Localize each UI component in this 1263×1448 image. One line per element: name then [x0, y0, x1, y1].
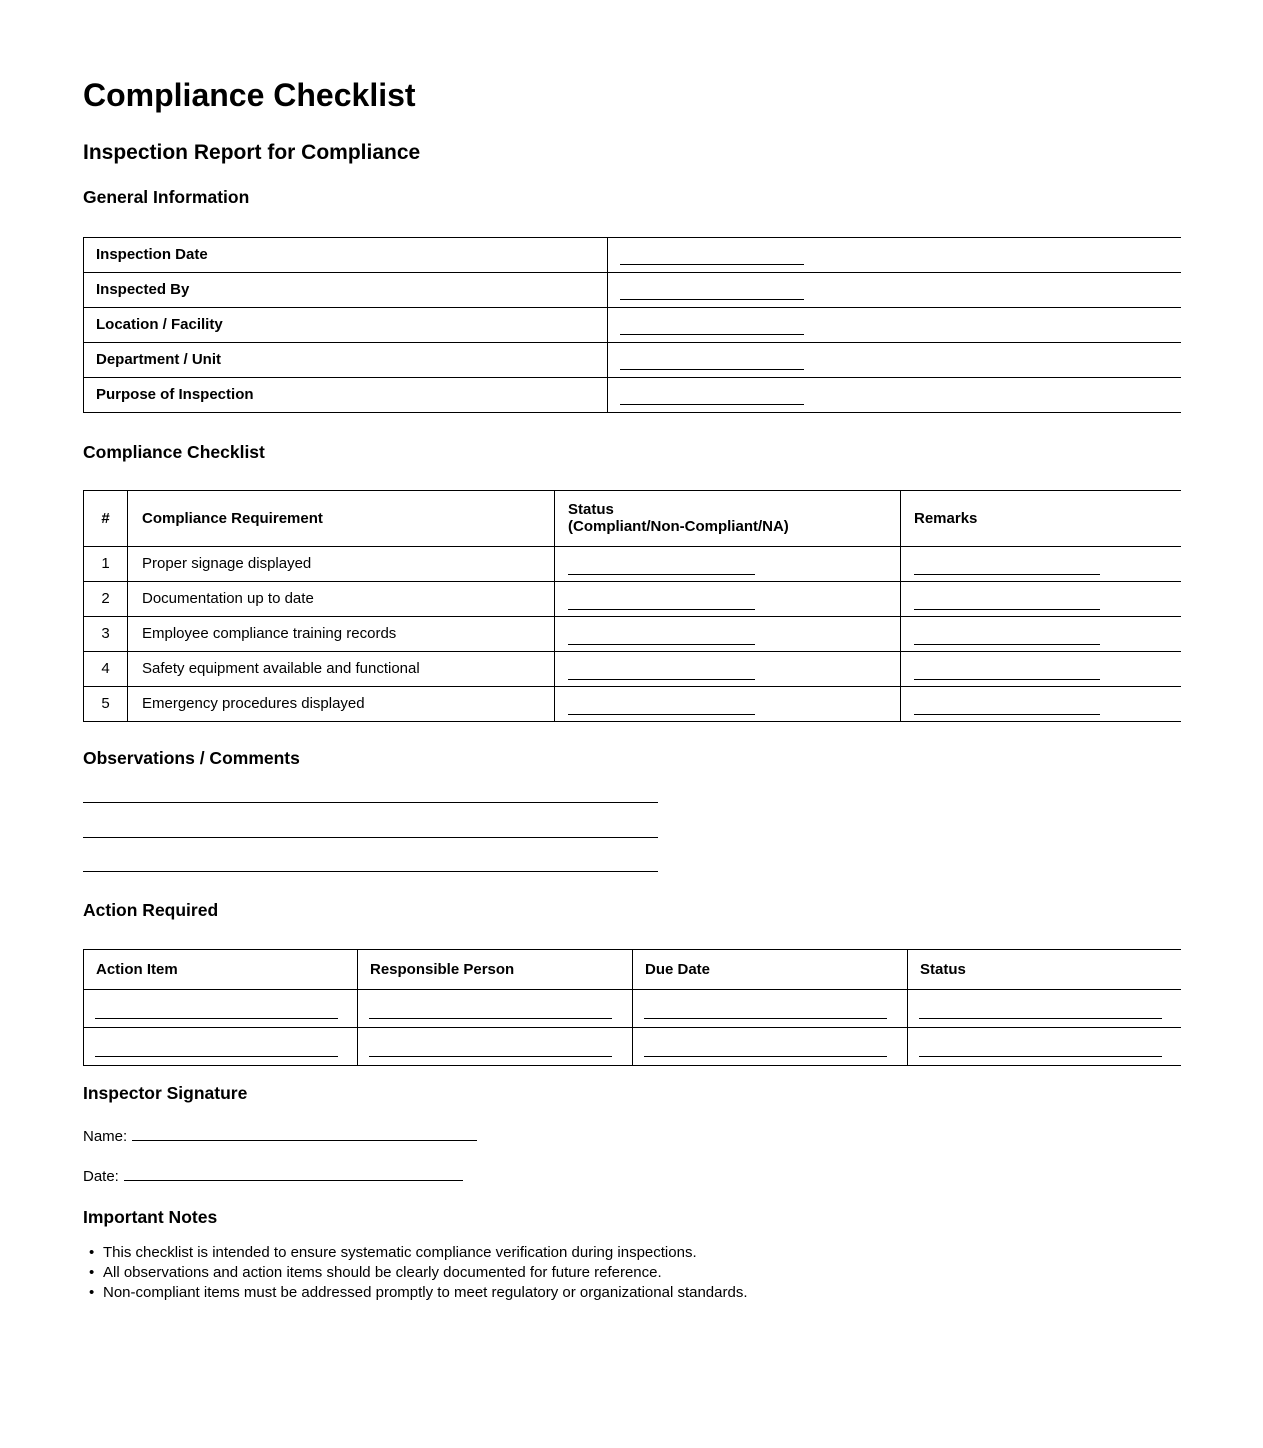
remarks-cell [901, 686, 1182, 721]
table-header-row [84, 950, 1182, 990]
action-item-cell [84, 990, 358, 1028]
note-item: • Non-compliant items must be addressed promptly to meet regulatory or organizational standards. [83, 1283, 1181, 1300]
responsible-person-cell [358, 990, 633, 1028]
row-number: 3 [84, 616, 128, 651]
remarks-input-5[interactable] [914, 714, 1100, 715]
status-cell [555, 616, 901, 651]
status-cell [555, 651, 901, 686]
remarks-input-3[interactable] [914, 644, 1100, 645]
row-number: 2 [84, 581, 128, 616]
important-notes-list [83, 1243, 1181, 1300]
checklist-row-5 [84, 686, 1182, 721]
checklist-row-3 [84, 616, 1182, 651]
remarks-cell [901, 616, 1182, 651]
general-information-heading: General Information [83, 186, 250, 207]
status-input-5[interactable] [568, 714, 755, 715]
responsible-person-cell [358, 1028, 633, 1066]
department-unit-cell [608, 342, 1182, 377]
due-date-input-1[interactable] [644, 1018, 887, 1019]
inspected-by-label: Inspected By [84, 272, 608, 307]
table-row [84, 272, 1182, 307]
action-item-input-2[interactable] [95, 1056, 338, 1057]
row-number: 5 [84, 686, 128, 721]
status-input-2[interactable] [568, 609, 755, 610]
page-subtitle: Inspection Report for Compliance [83, 141, 421, 165]
signature-date-row [83, 1168, 1181, 1186]
location-facility-label: Location / Facility [84, 307, 608, 342]
name-label: Name: [83, 1128, 128, 1146]
compliance-checklist-heading: Compliance Checklist [83, 441, 265, 462]
responsible-person-column-header: Responsible Person [358, 950, 633, 990]
requirement-cell: Employee compliance training records [128, 616, 555, 651]
due-date-column-header: Due Date [633, 950, 908, 990]
requirement-cell: Proper signage displayed [128, 546, 555, 581]
inspection-date-cell [608, 237, 1182, 272]
row-number: 1 [84, 546, 128, 581]
status-cell [555, 546, 901, 581]
remarks-input-2[interactable] [914, 609, 1100, 610]
status-header-line2: (Compliant/Non-Compliant/NA) [568, 518, 789, 536]
responsible-person-input-1[interactable] [369, 1018, 612, 1019]
status-cell [555, 581, 901, 616]
compliance-checklist-table [83, 490, 1181, 722]
date-label: Date: [83, 1168, 119, 1186]
status-input-1[interactable] [568, 574, 755, 575]
requirement-cell: Emergency procedures displayed [128, 686, 555, 721]
observations-heading: Observations / Comments [83, 747, 300, 768]
observations-line-1[interactable] [83, 769, 658, 804]
important-notes-heading: Important Notes [83, 1207, 218, 1228]
requirement-cell: Safety equipment available and functional [128, 651, 555, 686]
status-column-header: Status [908, 950, 1182, 990]
inspected-by-cell [608, 272, 1182, 307]
status-column-header [555, 490, 901, 546]
action-status-cell [908, 990, 1182, 1028]
signature-name-row [83, 1128, 1181, 1146]
general-information-table [83, 237, 1181, 413]
checklist-row-2 [84, 581, 1182, 616]
due-date-input-2[interactable] [644, 1056, 887, 1057]
action-item-cell [84, 1028, 358, 1066]
status-cell [555, 686, 901, 721]
responsible-person-input-2[interactable] [369, 1056, 612, 1057]
action-status-input-2[interactable] [919, 1056, 1162, 1057]
table-row [84, 237, 1182, 272]
action-row-1 [84, 990, 1182, 1028]
remarks-cell [901, 581, 1182, 616]
inspector-signature-heading: Inspector Signature [83, 1083, 248, 1104]
status-header-line1: Status [568, 501, 614, 519]
due-date-cell [633, 1028, 908, 1066]
note-item: • All observations and action items should be clearly documented for future reference. [83, 1263, 1181, 1283]
inspection-date-input[interactable] [620, 264, 804, 265]
action-item-input-1[interactable] [95, 1018, 338, 1019]
purpose-of-inspection-input[interactable] [620, 404, 804, 405]
action-status-input-1[interactable] [919, 1018, 1162, 1019]
requirement-column-header: Compliance Requirement [128, 490, 555, 546]
remarks-input-1[interactable] [914, 574, 1100, 575]
table-header-row [84, 490, 1182, 546]
purpose-of-inspection-cell [608, 377, 1182, 412]
observations-line-3[interactable] [83, 838, 658, 873]
inspection-date-label: Inspection Date [84, 237, 608, 272]
remarks-input-4[interactable] [914, 679, 1100, 680]
checklist-row-4 [84, 651, 1182, 686]
location-facility-cell [608, 307, 1182, 342]
note-item: • This checklist is intended to ensure systematic compliance verification during inspections. [83, 1243, 1181, 1263]
table-row [84, 342, 1182, 377]
department-unit-label: Department / Unit [84, 342, 608, 377]
due-date-cell [633, 990, 908, 1028]
status-input-3[interactable] [568, 644, 755, 645]
date-input[interactable] [124, 1168, 463, 1181]
status-input-4[interactable] [568, 679, 755, 680]
page-title: Compliance Checklist [83, 77, 416, 113]
location-facility-input[interactable] [620, 334, 804, 335]
inspected-by-input[interactable] [620, 299, 804, 300]
action-required-heading: Action Required [83, 900, 219, 921]
action-row-2 [84, 1028, 1182, 1066]
remarks-cell [901, 546, 1182, 581]
action-status-cell [908, 1028, 1182, 1066]
requirement-cell: Documentation up to date [128, 581, 555, 616]
table-row [84, 307, 1182, 342]
remarks-column-header: Remarks [901, 490, 1182, 546]
purpose-of-inspection-label: Purpose of Inspection [84, 377, 608, 412]
document-content [83, 0, 1181, 1300]
number-column-header: # [84, 490, 128, 546]
table-row [84, 377, 1182, 412]
checklist-row-1 [84, 546, 1182, 581]
row-number: 4 [84, 651, 128, 686]
remarks-cell [901, 651, 1182, 686]
department-unit-input[interactable] [620, 369, 804, 370]
observations-line-2[interactable] [83, 803, 658, 838]
action-item-column-header: Action Item [84, 950, 358, 990]
action-required-table [83, 949, 1181, 1066]
name-input[interactable] [132, 1128, 477, 1141]
